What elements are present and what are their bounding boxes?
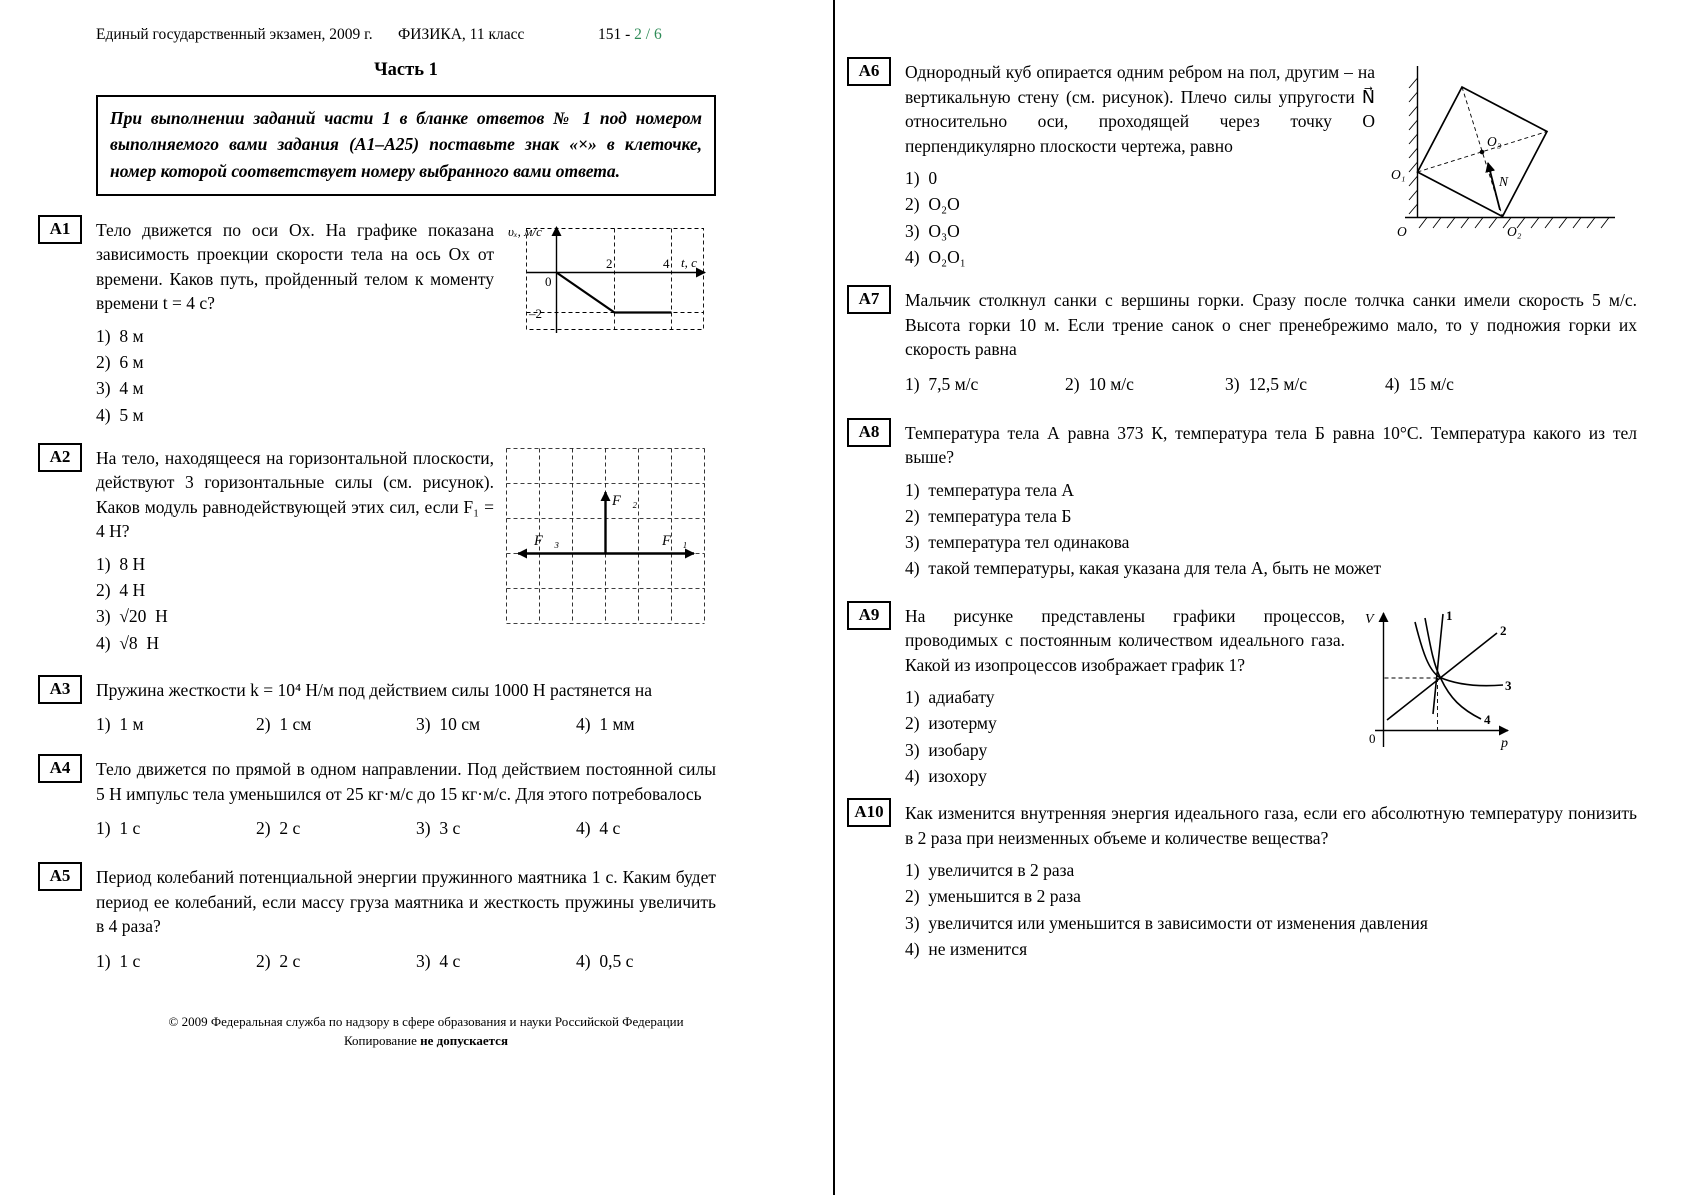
question-a2-option-4: 4) √8 Н — [96, 632, 160, 653]
question-a2-option-1: 1) 8 Н — [96, 553, 146, 574]
question-a2-options — [96, 551, 494, 656]
question-a5-option-2: 2) 2 с — [256, 950, 301, 971]
question-a8-text: Температура тела А равна 373 К, температура тела Б равна 10°С. Температура какого из тел выше? — [905, 422, 1637, 467]
footer-line2 — [96, 1031, 756, 1051]
a6-o2-label: O₂ — [1507, 224, 1522, 239]
question-a8-option-2: 2) температура тела Б — [905, 505, 1072, 526]
a1-tick-4: 4 — [663, 255, 670, 271]
question-a3-option-2: 2) 1 см — [256, 714, 312, 735]
question-a1-option-2: 2) 6 м — [96, 352, 144, 372]
question-a8-options — [905, 477, 1637, 582]
a9-curve2-label: 2 — [1500, 622, 1507, 638]
question-a10-option-1: 1) увеличится в 2 раза — [905, 860, 1075, 880]
question-a1-number: А1 — [38, 215, 82, 244]
question-a7-number: А7 — [847, 285, 891, 314]
question-a5-text: Период колебаний потенциальной энергии пружинного маятника 1 с. Каким будет период ее колебаний, если массу груза маятника и жесткость пружины увеличить в 4 раза? — [96, 867, 716, 937]
a1-tick-2: 2 — [606, 255, 613, 271]
a1-velocity-time-graph — [506, 220, 711, 345]
a6-o1-label: O₁ — [1391, 167, 1406, 182]
question-a9 — [858, 604, 1637, 790]
question-a6 — [858, 60, 1637, 270]
header-subject: ФИЗИКА, 11 класс — [398, 26, 525, 43]
a9-curve1-label: 1 — [1446, 607, 1453, 623]
question-a3-options — [96, 714, 716, 735]
a2-f2-label: F⃗₂ — [612, 492, 638, 509]
a9-p-axis-label: p — [1501, 735, 1508, 751]
question-a8 — [858, 421, 1637, 582]
a9-origin-label: 0 — [1369, 730, 1376, 746]
question-a4-option-1: 1) 1 с — [96, 818, 141, 839]
footer-line2-prefix: Копирование — [344, 1033, 421, 1049]
question-a5-option-3: 3) 4 с — [416, 950, 461, 971]
question-a7-option-1: 1) 7,5 м/с — [905, 373, 979, 394]
question-a5-option-1: 1) 1 с — [96, 950, 141, 971]
question-a8-option-3: 3) температура тел одинакова — [905, 532, 1130, 552]
question-a2 — [49, 446, 716, 656]
question-a9-number: А9 — [847, 601, 891, 630]
question-a8-option-4: 4) такой температуры, какая указана для тела А, быть не может — [905, 558, 1382, 579]
header-exam-title: Единый государственный экзамен, 2009 г. — [96, 26, 373, 43]
question-a6-options — [905, 165, 1375, 270]
question-a7 — [858, 288, 1637, 395]
question-a1-option-4: 4) 5 м — [96, 404, 144, 425]
a6-wall-hatching — [1409, 78, 1418, 214]
question-a4-number: А4 — [38, 754, 82, 783]
question-a6-option-2: 2) O₂O — [905, 194, 960, 215]
question-a3-option-3: 3) 10 см — [416, 714, 481, 735]
a1-axes — [527, 227, 705, 333]
question-a10-options — [905, 857, 1637, 962]
question-a1-text: Тело движется по оси Ox. На графике показана зависимость проекции скорости тела на ось Ox от времени. Каков путь, пройденный телом к моменту времени t = 4 с? — [96, 219, 494, 314]
a9-vp-diagram — [1357, 606, 1515, 759]
question-a1-option-3: 3) 4 м — [96, 378, 144, 399]
question-a4 — [49, 757, 716, 839]
a9-v-axis-label: V — [1365, 611, 1374, 627]
header-page-code: 151 - — [598, 26, 635, 43]
question-a10-number: А10 — [847, 798, 891, 827]
a1-grid — [527, 228, 704, 329]
question-a3 — [49, 678, 716, 736]
footer-line1: © 2009 Федеральная служба по надзору в сфере образования и науки Российской Федерации — [168, 1013, 684, 1029]
question-a4-option-4: 4) 4 с — [576, 818, 621, 839]
a6-cube-wall-figure — [1387, 62, 1622, 247]
column-divider — [833, 0, 835, 1195]
instruction-box: При выполнении заданий части 1 в бланке ответов № 1 под номером выполняемого вами задания (А1–А25) поставьте знак «×» в клеточке, номер которой соответствует номеру выбранного вами ответа. — [96, 95, 716, 196]
question-a1-option-1: 1) 8 м — [96, 325, 144, 346]
a6-center-dot — [1480, 150, 1485, 155]
question-a8-number: А8 — [847, 418, 891, 447]
question-a8-option-1: 1) температура тела А — [905, 479, 1075, 500]
question-a9-option-1: 1) адиабату — [905, 687, 995, 707]
header-pagination — [598, 26, 662, 44]
question-a3-text: Пружина жесткости k = 10⁴ Н/м под действием силы 1000 Н растянется на — [96, 679, 653, 700]
question-a1-options — [96, 323, 494, 428]
question-a10 — [854, 801, 1637, 962]
question-a10-option-3: 3) увеличится или уменьшится в зависимости от изменения давления — [905, 912, 1428, 933]
footer-copyright — [96, 1012, 756, 1051]
a9-curve4-label: 4 — [1484, 711, 1491, 727]
question-a9-option-2: 2) изотерму — [905, 713, 997, 734]
question-a4-text: Тело движется по прямой в одном направлении. Под действием постоянной силы 5 Н импульс тела уменьшился от 25 кг·м/с до 15 кг·м/с. Для этого потребовалось — [96, 759, 716, 804]
a9-curves — [1387, 614, 1503, 720]
a6-n-label: N⃗ — [1499, 174, 1519, 189]
question-a6-option-1: 1) 0 — [905, 168, 938, 188]
question-a5-options — [96, 951, 716, 972]
question-a9-options — [905, 684, 1345, 789]
question-a7-option-2: 2) 10 м/с — [1065, 373, 1134, 394]
page-header — [96, 26, 716, 48]
question-a7-option-3: 3) 12,5 м/с — [1225, 373, 1308, 394]
a1-velocity-line — [557, 272, 672, 312]
question-a6-number: А6 — [847, 57, 891, 86]
a2-f3-label: F⃗₃ — [534, 532, 560, 549]
question-a5-option-4: 4) 0,5 с — [576, 950, 634, 971]
a9-curve3-label: 3 — [1505, 677, 1512, 693]
question-a9-option-4: 4) изохору — [905, 765, 987, 786]
question-a10-option-4: 4) не изменится — [905, 938, 1028, 959]
question-a3-option-4: 4) 1 мм — [576, 714, 635, 735]
question-a6-option-3: 3) O₃O — [905, 220, 960, 241]
a6-o3-label: O₃ — [1487, 134, 1502, 149]
a1-x-axis-label: t, с — [681, 254, 697, 270]
question-a10-option-2: 2) уменьшится в 2 раза — [905, 886, 1081, 907]
question-a3-number: А3 — [38, 675, 82, 704]
question-a6-text: Однородный куб опирается одним ребром на пол, другим – на вертикальную стену (см. рисунок). Плечо силы упругости N⃗ относительно оси, проходящей через точку O перпендикулярно плоскости чертежа, равно — [905, 62, 1375, 156]
question-a2-number: А2 — [38, 443, 82, 472]
question-a3-option-1: 1) 1 м — [96, 714, 144, 735]
question-a6-option-4: 4) O₂O₁ — [905, 246, 966, 267]
left-column — [49, 26, 716, 1051]
a6-o-label: O — [1397, 224, 1407, 239]
footer-no-copy: не допускается — [420, 1033, 508, 1049]
a1-origin-label: 0 — [545, 273, 552, 289]
question-a2-option-2: 2) 4 Н — [96, 580, 146, 600]
part-title: Часть 1 — [374, 60, 438, 80]
header-page-number: 2 / 6 — [634, 26, 662, 43]
right-column — [854, 60, 1637, 962]
question-a2-option-3: 3) √20 Н — [96, 606, 168, 627]
a1-y-axis-label: υₓ, м/с — [508, 223, 542, 239]
question-a9-option-3: 3) изобару — [905, 739, 988, 760]
question-a7-text: Мальчик столкнул санки с вершины горки. Сразу после толчка санки имели скорость 5 м/с. Высота горки 10 м. Если трение санок о снег пренебрежимо мало, то у подножия горки их скорость равна — [905, 290, 1637, 359]
question-a1 — [49, 218, 716, 428]
a2-forces-grid-figure — [506, 448, 706, 631]
question-a7-option-4: 4) 15 м/с — [1385, 373, 1454, 394]
question-a4-option-3: 3) 3 с — [416, 818, 461, 839]
question-a10-text: Как изменится внутренняя энергия идеального газа, если его абсолютную температуру понизить в 2 раза при неизменных объеме и количестве вещества? — [905, 803, 1637, 848]
question-a5 — [49, 865, 716, 972]
question-a2-text: На тело, находящееся на горизонтальной плоскости, действуют 3 горизонтальные силы (см. рисунок). Каков модуль равнодействующей этих сил, если F₁ = 4 Н? — [96, 447, 494, 542]
a6-wall-floor — [1405, 66, 1615, 218]
question-a9-text: На рисунке представлены графики процессов, проводимых с постоянным количеством идеального газа. Какой из изопроцессов изображает график 1? — [905, 605, 1345, 675]
a1-tick-neg2: –2 — [529, 305, 542, 321]
question-a5-number: А5 — [38, 862, 82, 891]
question-a4-options — [96, 818, 716, 839]
question-a4-option-2: 2) 2 с — [256, 818, 301, 839]
question-a7-options — [905, 374, 1637, 395]
a2-f1-label: F⃗₁ — [662, 532, 688, 549]
